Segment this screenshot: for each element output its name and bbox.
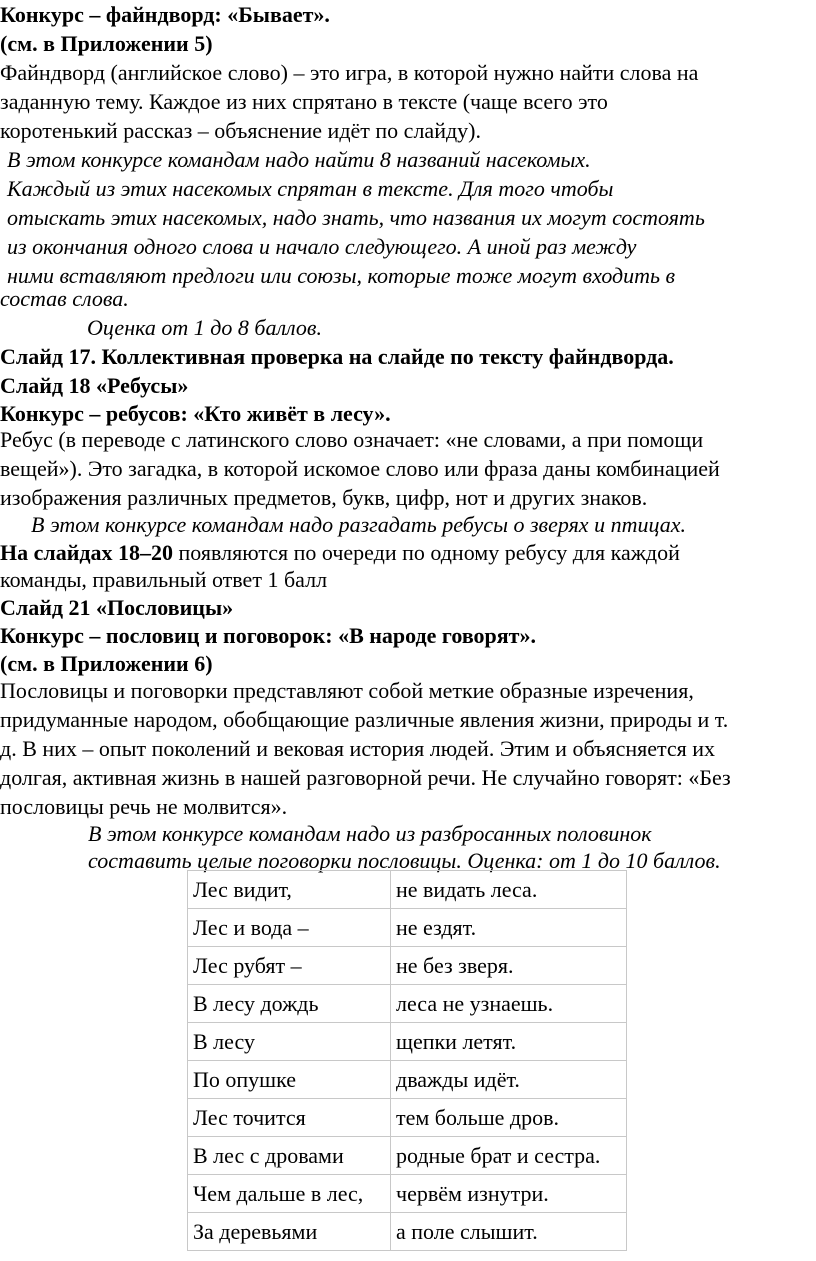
text-line: заданную тему. Каждое из них спрятано в тексте (чаще всего это	[0, 89, 608, 114]
text-line: Слайд 21 «Пословицы»	[0, 595, 234, 620]
table-row	[188, 1061, 627, 1099]
proverb-end-cell: дважды идёт.	[391, 1061, 627, 1099]
proverb-end-cell: родные брат и сестра.	[391, 1137, 627, 1175]
table-row	[188, 909, 627, 947]
text-line: вещей»). Это загадка, в которой искомое слово или фраза даны комбинацией	[0, 456, 720, 481]
text-line: Конкурс – пословиц и поговорок: «В народе говорят».	[0, 623, 536, 648]
table-row	[188, 1137, 627, 1175]
proverb-start-cell: В лесу дождь	[188, 985, 391, 1023]
text-line: коротенький рассказ – объяснение идёт по слайду).	[0, 118, 481, 143]
text-line: состав слова.	[0, 286, 129, 311]
text-line: Пословицы и поговорки представляют собой меткие образные изречения,	[0, 678, 694, 703]
text-line: Слайд 18 «Ребусы»	[0, 373, 189, 398]
text-line: (см. в Приложении 5)	[0, 31, 213, 56]
text-line: Оценка от 1 до 8 баллов.	[87, 315, 322, 340]
proverb-start-cell: Чем дальше в лес,	[188, 1175, 391, 1213]
proverbs-table	[187, 870, 627, 1251]
proverb-end-cell: червём изнутри.	[391, 1175, 627, 1213]
text-line: придуманные народом, обобщающие различные явления жизни, природы и т.	[0, 707, 729, 732]
text-line: пословицы речь не молвится».	[0, 794, 288, 819]
text-line: Ребус (в переводе с латинского слово означает: «не словами, а при помощи	[0, 427, 704, 452]
proverb-end-cell: не видать леса.	[391, 871, 627, 909]
proverb-start-cell: Лес видит,	[188, 871, 391, 909]
proverb-end-cell: щепки летят.	[391, 1023, 627, 1061]
table-row	[188, 1175, 627, 1213]
proverb-start-cell: В лес с дровами	[188, 1137, 391, 1175]
text-line: изображения различных предметов, букв, цифр, нот и других знаков.	[0, 485, 648, 510]
proverb-start-cell: Лес рубят –	[188, 947, 391, 985]
text-line: Файндворд (английское слово) – это игра, в которой нужно найти слова на	[0, 60, 699, 85]
proverb-end-cell: леса не узнаешь.	[391, 985, 627, 1023]
text-line: ними вставляют предлоги или союзы, которые тоже могут входить в	[7, 263, 676, 288]
proverb-start-cell: Лес точится	[188, 1099, 391, 1137]
proverb-start-cell: За деревьями	[188, 1213, 391, 1251]
text-line: В этом конкурсе командам надо разгадать ребусы о зверях и птицах.	[31, 512, 686, 537]
text-line: В этом конкурсе командам надо из разбросанных половинок	[88, 821, 652, 846]
bold-prefix: На слайдах 18–20	[0, 540, 179, 565]
proverb-start-cell: В лесу	[188, 1023, 391, 1061]
table-row	[188, 985, 627, 1023]
text-line: долгая, активная жизнь в нашей разговорной речи. Не случайно говорят: «Без	[0, 765, 731, 790]
table-row	[188, 947, 627, 985]
text-line: из окончания одного слова и начало следующего. А иной раз между	[7, 234, 637, 259]
text-line: В этом конкурсе командам надо найти 8 названий насекомых.	[7, 147, 591, 172]
text-line: отыскать этих насекомых, надо знать, что названия их могут состоять	[7, 205, 705, 230]
text-line: Каждый из этих насекомых спрятан в тексте. Для того чтобы	[7, 176, 614, 201]
proverb-end-cell: тем больше дров.	[391, 1099, 627, 1137]
text-line: Конкурс – файндворд: «Бывает».	[0, 2, 330, 27]
proverb-start-cell: Лес и вода –	[188, 909, 391, 947]
proverb-start-cell: По опушке	[188, 1061, 391, 1099]
text-line: (см. в Приложении 6)	[0, 651, 213, 676]
table-row	[188, 1099, 627, 1137]
table-row	[188, 871, 627, 909]
table-row	[188, 1213, 627, 1251]
proverb-end-cell: не ездят.	[391, 909, 627, 947]
line-rest: появляются по очереди по одному ребусу для каждой	[178, 540, 680, 565]
proverb-end-cell: не без зверя.	[391, 947, 627, 985]
text-line	[0, 539, 680, 567]
text-line: Слайд 17. Коллективная проверка на слайде по тексту файндворда.	[0, 344, 674, 369]
text-line: составить целые поговорки пословицы. Оценка: от 1 до 10 баллов.	[88, 848, 721, 873]
text-line: Конкурс – ребусов: «Кто живёт в лесу».	[0, 401, 391, 426]
table-row	[188, 1023, 627, 1061]
text-line: команды, правильный ответ 1 балл	[0, 567, 328, 592]
text-line: д. В них – опыт поколений и вековая история людей. Этим и объясняется их	[0, 736, 716, 761]
proverb-end-cell: а поле слышит.	[391, 1213, 627, 1251]
